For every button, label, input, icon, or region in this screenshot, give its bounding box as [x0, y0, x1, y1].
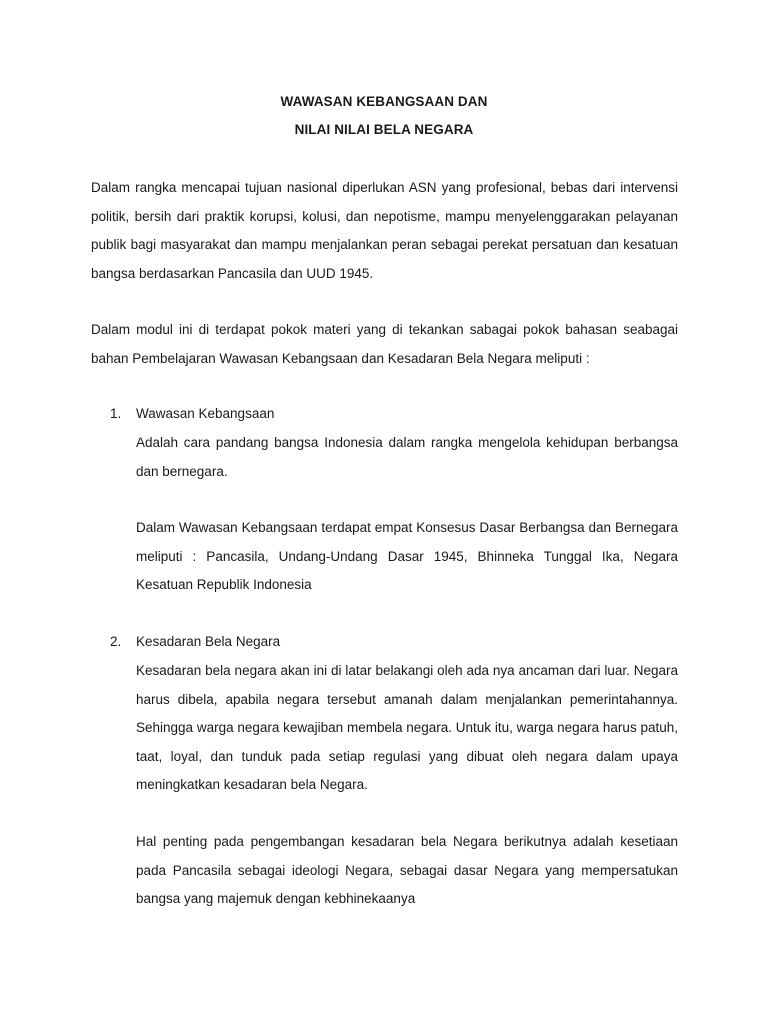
module-paragraph: Dalam modul ini di terdapat pokok materi yang di tekankan sabagai pokok bahasan seabagai bahan Pembelajaran Wawasan Kebangsaan dan Kesadaran Bela Negara meliputi : — [91, 322, 678, 366]
document-title-line-1: WAWASAN KEBANGSAAN DAN — [280, 94, 488, 109]
list-item-body: Dalam Wawasan Kebangsaan terdapat empat Konsesus Dasar Berbangsa dan Bernegara meliputi : Pancasila, Undang-Undang Dasar 1945, Bhinneka Tunggal Ika, Negara Kesatuan Republik Indonesia — [136, 520, 678, 592]
list-item-body: Adalah cara pandang bangsa Indonesia dalam rangka mengelola kehidupan berbangsa dan bernegara. — [136, 435, 678, 479]
list-item-number: 1. — [110, 406, 122, 421]
list-item-body: Kesadaran bela negara akan ini di latar belakangi oleh ada nya ancaman dari luar. Negara harus dibela, apabila negara tersebut amanah dalam menjalankan pemerintahannya. Sehingga warga negara kewajiban membela negara. Untuk itu, warga negara harus patuh, taat, loyal, dan tunduk pada setiap regulasi yang dibuat oleh negara dalam upaya meningkatkan kesadaran bela Negara. — [136, 663, 678, 792]
list-item-heading: Kesadaran Bela Negara — [136, 634, 281, 649]
list-item-heading: Wawasan Kebangsaan — [136, 406, 275, 421]
document-title-line-2: NILAI NILAI BELA NEGARA — [294, 122, 474, 137]
list-item-body: Hal penting pada pengembangan kesadaran bela Negara berikutnya adalah kesetiaan pada Pancasila sebagai ideologi Negara, sebagai dasar Negara yang mempersatukan bangsa yang majemuk dengan kebhinekaanya — [136, 834, 678, 906]
list-item-number: 2. — [110, 634, 122, 649]
intro-paragraph: Dalam rangka mencapai tujuan nasional diperlukan ASN yang profesional, bebas dari intervensi politik, bersih dari praktik korupsi, kolusi, dan nepotisme, mampu menyelenggarakan pelayanan publik bagi masyarakat dan mampu menjalankan peran sebagai perekat persatuan dan kesatuan bangsa berdasarkan Pancasila dan UUD 1945. — [91, 180, 678, 281]
